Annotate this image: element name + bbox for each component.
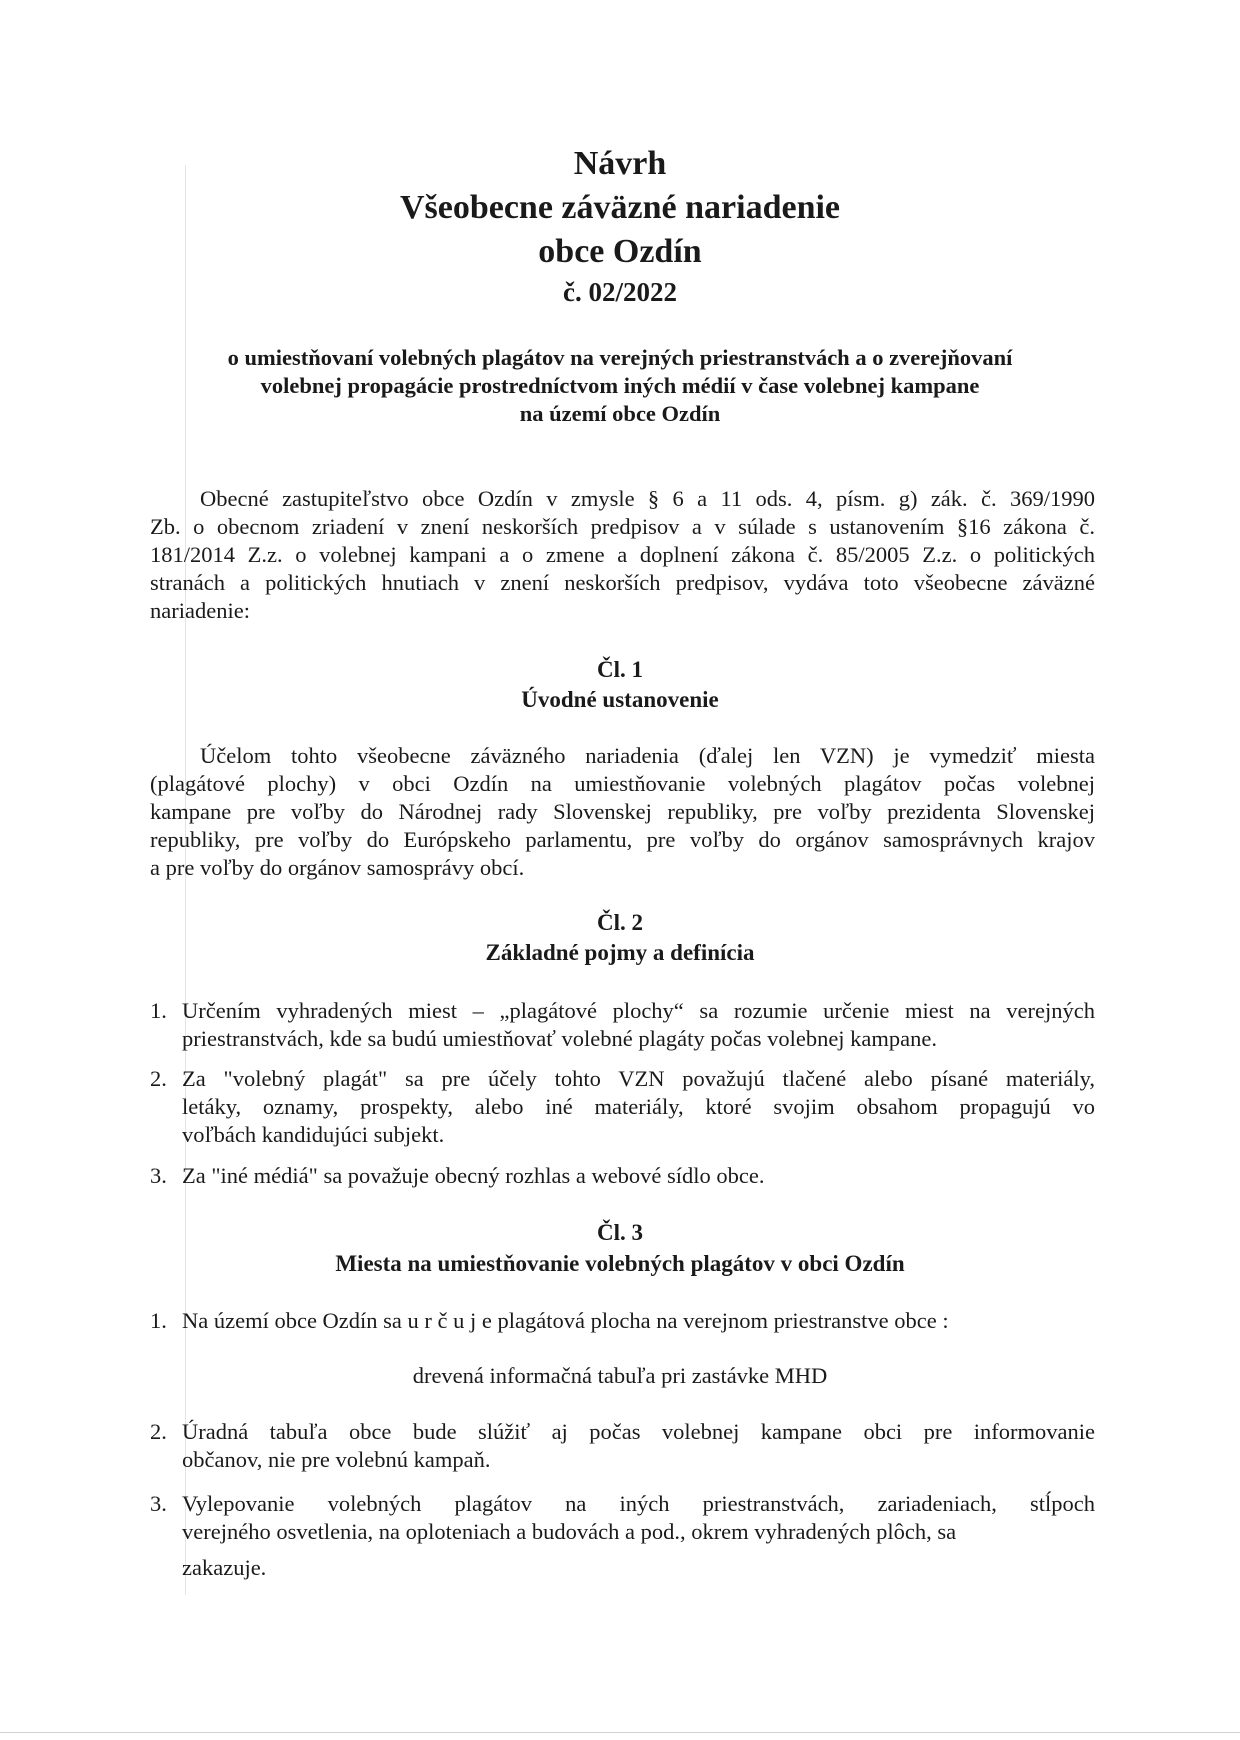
item-text [182,1307,1095,1335]
item-line: letáky, oznamy, prospekty, alebo iné materiály, ktoré svojim obsahom propagujú vo [182,1094,1095,1119]
document-title-block [0,142,1240,310]
subject-line: volebnej propagácie prostredníctvom iných médií v čase volebnej kampane [260,373,980,398]
item-line: verejného osvetlenia, na oploteniach a budovách a pod., okrem vyhradených plôch, sa [182,1519,957,1544]
preamble-line: 181/2014 Z.z. o volebnej kampani a o zmene a doplnení zákona č. 85/2005 Z.z. o politických [150,542,1095,567]
item-line: zakazuje. [182,1555,267,1580]
article-1-line: kampane pre voľby do Národnej rady Slovenskej republiky, pre voľby prezidenta Slovenskej [150,799,1095,824]
preamble-line: Zb. o obecnom zriadení v znení neskorších predpisov a v súlade s ustanovením §16 zákona č. [150,514,1095,539]
article-1-line: republiky, pre voľby do Európskeho parlamentu, pre voľby do orgánov samosprávnych krajov [150,827,1095,852]
item-line: voľbách kandidujúci subjekt. [182,1122,445,1147]
article-1-title: Úvodné ustanovenie [521,687,719,712]
item-text [182,1490,1095,1582]
subject-line: o umiestňovaní volebných plagátov na verejných priestranstvách a o zverejňovaní [227,345,1013,370]
regulation-type: Všeobecne záväzné nariadenie [399,189,841,226]
item-text-end: plagátová plocha na verejnom priestranstve obce : [491,1308,949,1333]
preamble [150,485,1095,625]
article-3-number: Čl. 3 [597,1220,643,1245]
item-line: priestranstvách, kde sa budú umiestňovať volebné plagáty počas volebnej kampane. [182,1026,938,1051]
regulation-number: č. 02/2022 [563,277,677,307]
article-1-line: a pre voľby do orgánov samosprávy obcí. [150,855,525,880]
item-line: Vylepovanie volebných plagátov na iných priestranstvách, zariadeniach, stĺpoch [182,1491,1095,1516]
item-number: 2. [150,1419,167,1444]
item-line: Úradná tabuľa obce bude slúžiť aj počas volebnej kampane obci pre informovanie [182,1419,1095,1444]
item-text-emphasis: u r č u j e [407,1308,492,1333]
article-1-line: Účelom tohto všeobecne záväzného nariadenia (ďalej len VZN) je vymedziť miesta [200,743,1095,768]
item-number: 2. [150,1066,167,1091]
article-2-number: Čl. 2 [597,910,643,935]
regulation-subject [150,344,1090,428]
item-text [182,1162,1095,1190]
item-text [182,997,1095,1053]
item-text-start: Na území obce Ozdín sa [182,1308,408,1333]
preamble-line: stranách a politických hnutiach v znení neskorších predpisov, vydáva toto všeobecne záväzné [150,570,1095,595]
subject-line: na území obce Ozdín [519,401,721,426]
article-1-text [150,742,1095,882]
preamble-line: Obecné zastupiteľstvo obce Ozdín v zmysle § 6 a 11 ods. 4, písm. g) zák. č. 369/1990 [200,486,1095,511]
municipality-name: obce Ozdín [538,233,702,270]
article-3-title: Miesta na umiestňovanie volebných plagátov v obci Ozdín [335,1251,905,1276]
draft-label: Návrh [573,145,667,182]
article-1-number: Čl. 1 [597,657,643,682]
item-number: 1. [150,998,167,1023]
item-line: Za "iné médiá" sa považuje obecný rozhlas a webové sídlo obce. [182,1163,765,1188]
item-line: Za "volebný plagát" sa pre účely tohto VZN považujú tlačené alebo písané materiály, [182,1066,1095,1091]
item-text [182,1065,1095,1149]
item-line: občanov, nie pre volebnú kampaň. [182,1447,491,1472]
item-line: Určením vyhradených miest – „plagátové plochy“ sa rozumie určenie miest na verejných [182,998,1095,1023]
item-text [182,1418,1095,1474]
item-number: 3. [150,1163,167,1188]
designated-location: drevená informačná tabuľa pri zastávke MHD [412,1363,828,1388]
preamble-line: nariadenie: [150,598,250,623]
article-1-line: (plagátové plochy) v obci Ozdín na umiestňovanie volebných plagátov počas volebnej [150,771,1095,796]
article-2-title: Základné pojmy a definícia [485,940,755,965]
item-number: 1. [150,1308,167,1333]
item-number: 3. [150,1491,167,1516]
